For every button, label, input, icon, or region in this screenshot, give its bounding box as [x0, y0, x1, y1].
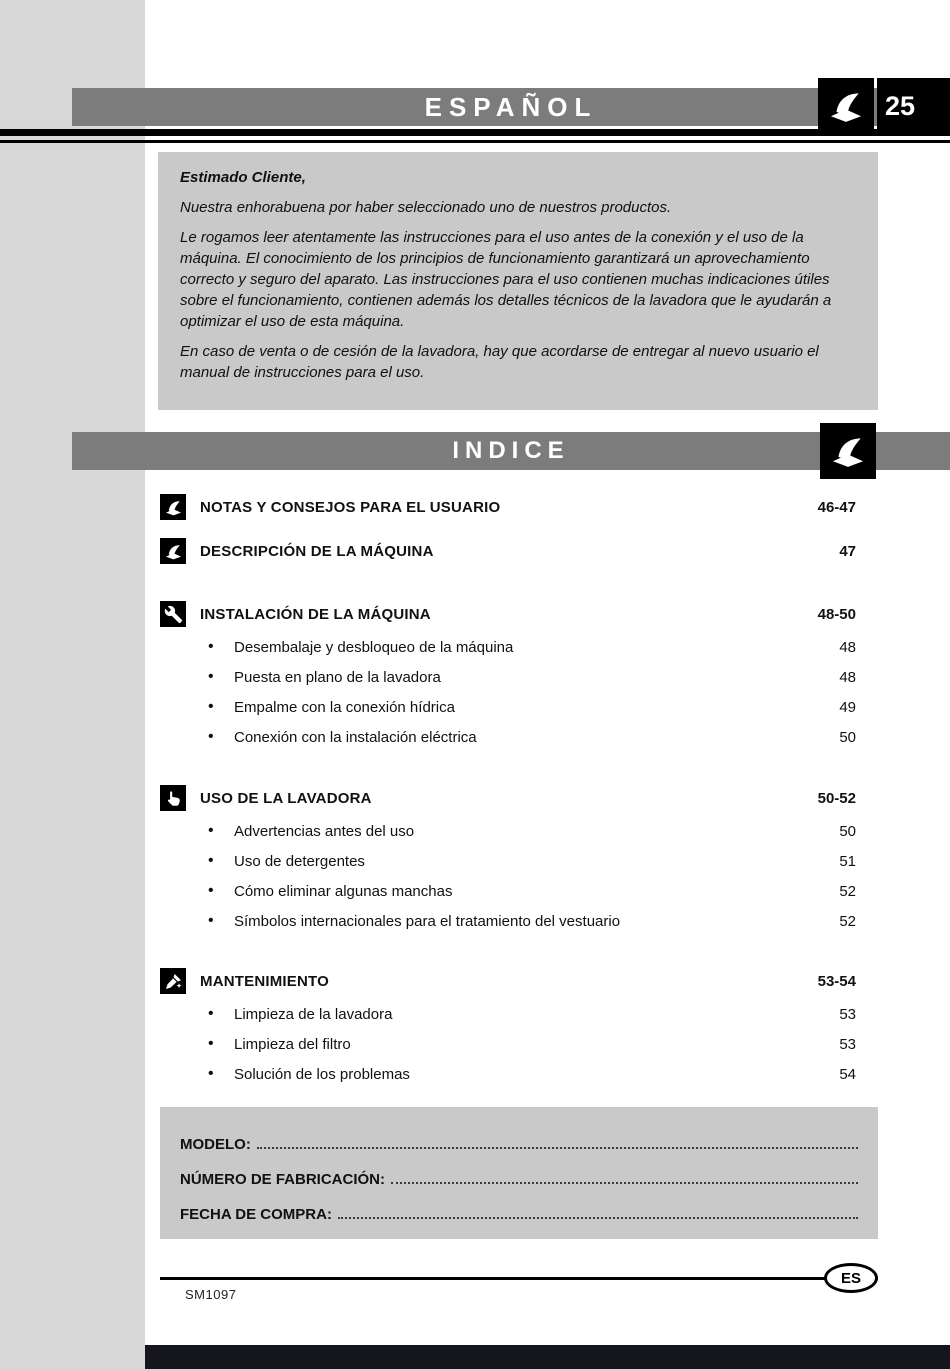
record-panel: [160, 1107, 878, 1239]
toc-item-label: Uso de detergentes: [234, 852, 365, 870]
book-icon: [160, 538, 186, 564]
toc-section-pages: 46-47: [817, 498, 856, 516]
toc-item: [160, 692, 856, 722]
bullet-icon: [208, 728, 234, 746]
bullet-icon: [208, 1035, 234, 1053]
toc-item-page: 52: [839, 882, 856, 900]
toc-section-pages: 48-50: [817, 605, 856, 623]
index-title: INDICE: [452, 437, 570, 464]
toc-subitems: [160, 816, 856, 936]
toc-item: [160, 816, 856, 846]
toc-item-page: 53: [839, 1035, 856, 1053]
toc-section-instalacion: [160, 601, 856, 627]
toc-item-label: Empalme con la conexión hídrica: [234, 698, 455, 716]
bullet-icon: [208, 1065, 234, 1083]
hand-icon: [160, 785, 186, 811]
header-rule-thin: [0, 140, 950, 143]
bullet-icon: [208, 882, 234, 900]
toc-section-pages: 47: [839, 542, 856, 560]
dotted-line: [391, 1182, 858, 1184]
toc-item-page: 53: [839, 1005, 856, 1023]
toc-subitems: [160, 999, 856, 1089]
toc-item-label: Advertencias antes del uso: [234, 822, 415, 840]
toc-item-label: Desembalaje y desbloqueo de la máquina: [234, 638, 514, 656]
toc-subitems: [160, 632, 856, 752]
dotted-line: [257, 1147, 858, 1149]
toc-section-label: USO DE LA LAVADORA: [200, 789, 372, 807]
toc-section-mantenimiento: [160, 968, 856, 994]
book-icon: [818, 78, 874, 134]
toc-item-label: Cómo eliminar algunas manchas: [234, 882, 453, 900]
index-header-bar: [72, 432, 950, 470]
table-of-contents: [160, 494, 856, 1089]
toc-item-label: Limpieza del filtro: [234, 1035, 351, 1053]
bullet-icon: [208, 822, 234, 840]
page-number: 25: [877, 78, 950, 134]
language-title: ESPAÑOL: [424, 91, 598, 122]
book-icon: [820, 423, 876, 479]
toc-item-page: 50: [839, 728, 856, 746]
page-margin-strip: [0, 0, 145, 1369]
toc-item: [160, 632, 856, 662]
toc-item: [160, 906, 856, 936]
brush-icon: [160, 968, 186, 994]
toc-item-page: 48: [839, 638, 856, 656]
wrench-icon: [160, 601, 186, 627]
toc-item-page: 51: [839, 852, 856, 870]
toc-item-page: 54: [839, 1065, 856, 1083]
page-bottom-bar: [145, 1345, 950, 1369]
record-label: NÚMERO DE FABRICACIÓN:: [180, 1171, 385, 1188]
toc-section-uso: [160, 785, 856, 811]
toc-section-descripcion: [160, 538, 856, 564]
record-label: MODELO:: [180, 1136, 251, 1153]
bullet-icon: [208, 638, 234, 656]
intro-panel: [158, 152, 878, 410]
toc-item-label: Solución de los problemas: [234, 1065, 410, 1083]
bullet-icon: [208, 1005, 234, 1023]
toc-item: [160, 722, 856, 752]
toc-section-label: NOTAS Y CONSEJOS PARA EL USUARIO: [200, 498, 501, 516]
bullet-icon: [208, 852, 234, 870]
document-code: SM1097: [185, 1287, 237, 1302]
salutation: Estimado Cliente,: [180, 169, 306, 186]
record-field-modelo: [180, 1121, 858, 1156]
record-field-numero: [180, 1156, 858, 1191]
toc-section-label: MANTENIMIENTO: [200, 972, 329, 990]
toc-item-page: 49: [839, 698, 856, 716]
toc-section-pages: 53-54: [817, 972, 856, 990]
toc-section-notas: [160, 494, 856, 520]
bullet-icon: [208, 912, 234, 930]
toc-item: [160, 876, 856, 906]
bullet-icon: [208, 668, 234, 686]
toc-item-label: Símbolos internacionales para el tratamiento del vestuario: [234, 912, 621, 930]
toc-item: [160, 662, 856, 692]
dotted-line: [338, 1217, 858, 1219]
toc-item-page: 52: [839, 912, 856, 930]
toc-section-label: INSTALACIÓN DE LA MÁQUINA: [200, 605, 431, 623]
intro-paragraph: Nuestra enhorabuena por haber seleccionado uno de nuestros productos.: [180, 199, 672, 216]
toc-item-label: Limpieza de la lavadora: [234, 1005, 393, 1023]
language-badge: ES: [824, 1263, 878, 1293]
toc-item: [160, 999, 856, 1029]
toc-item-label: Puesta en plano de la lavadora: [234, 668, 441, 686]
toc-item: [160, 1059, 856, 1089]
record-label: FECHA DE COMPRA:: [180, 1206, 332, 1223]
book-icon: [160, 494, 186, 520]
toc-item-label: Conexión con la instalación eléctrica: [234, 728, 477, 746]
intro-paragraph: Le rogamos leer atentamente las instrucciones para el uso antes de la conexión y el uso de la máquina. El conocimiento de los principios de funcionamiento garantizará un aprovechamiento correcto y seguro del aparato. Las instrucciones para el uso contienen muchas indicaciones útiles sobre el funcionamiento, contienen además los detalles técnicos de la lavadora que le ayudarán a optimizar el uso de esta máquina.: [180, 229, 832, 330]
toc-item-page: 50: [839, 822, 856, 840]
header-rule-thick: [0, 129, 950, 136]
toc-item: [160, 1029, 856, 1059]
record-field-fecha: [180, 1191, 858, 1226]
bullet-icon: [208, 698, 234, 716]
toc-section-pages: 50-52: [817, 789, 856, 807]
intro-paragraph: En caso de venta o de cesión de la lavadora, hay que acordarse de entregar al nuevo usuario el manual de instrucciones para el uso.: [180, 343, 819, 381]
toc-item: [160, 846, 856, 876]
toc-section-label: DESCRIPCIÓN DE LA MÁQUINA: [200, 542, 434, 560]
toc-item-page: 48: [839, 668, 856, 686]
footer-rule: [160, 1277, 878, 1280]
